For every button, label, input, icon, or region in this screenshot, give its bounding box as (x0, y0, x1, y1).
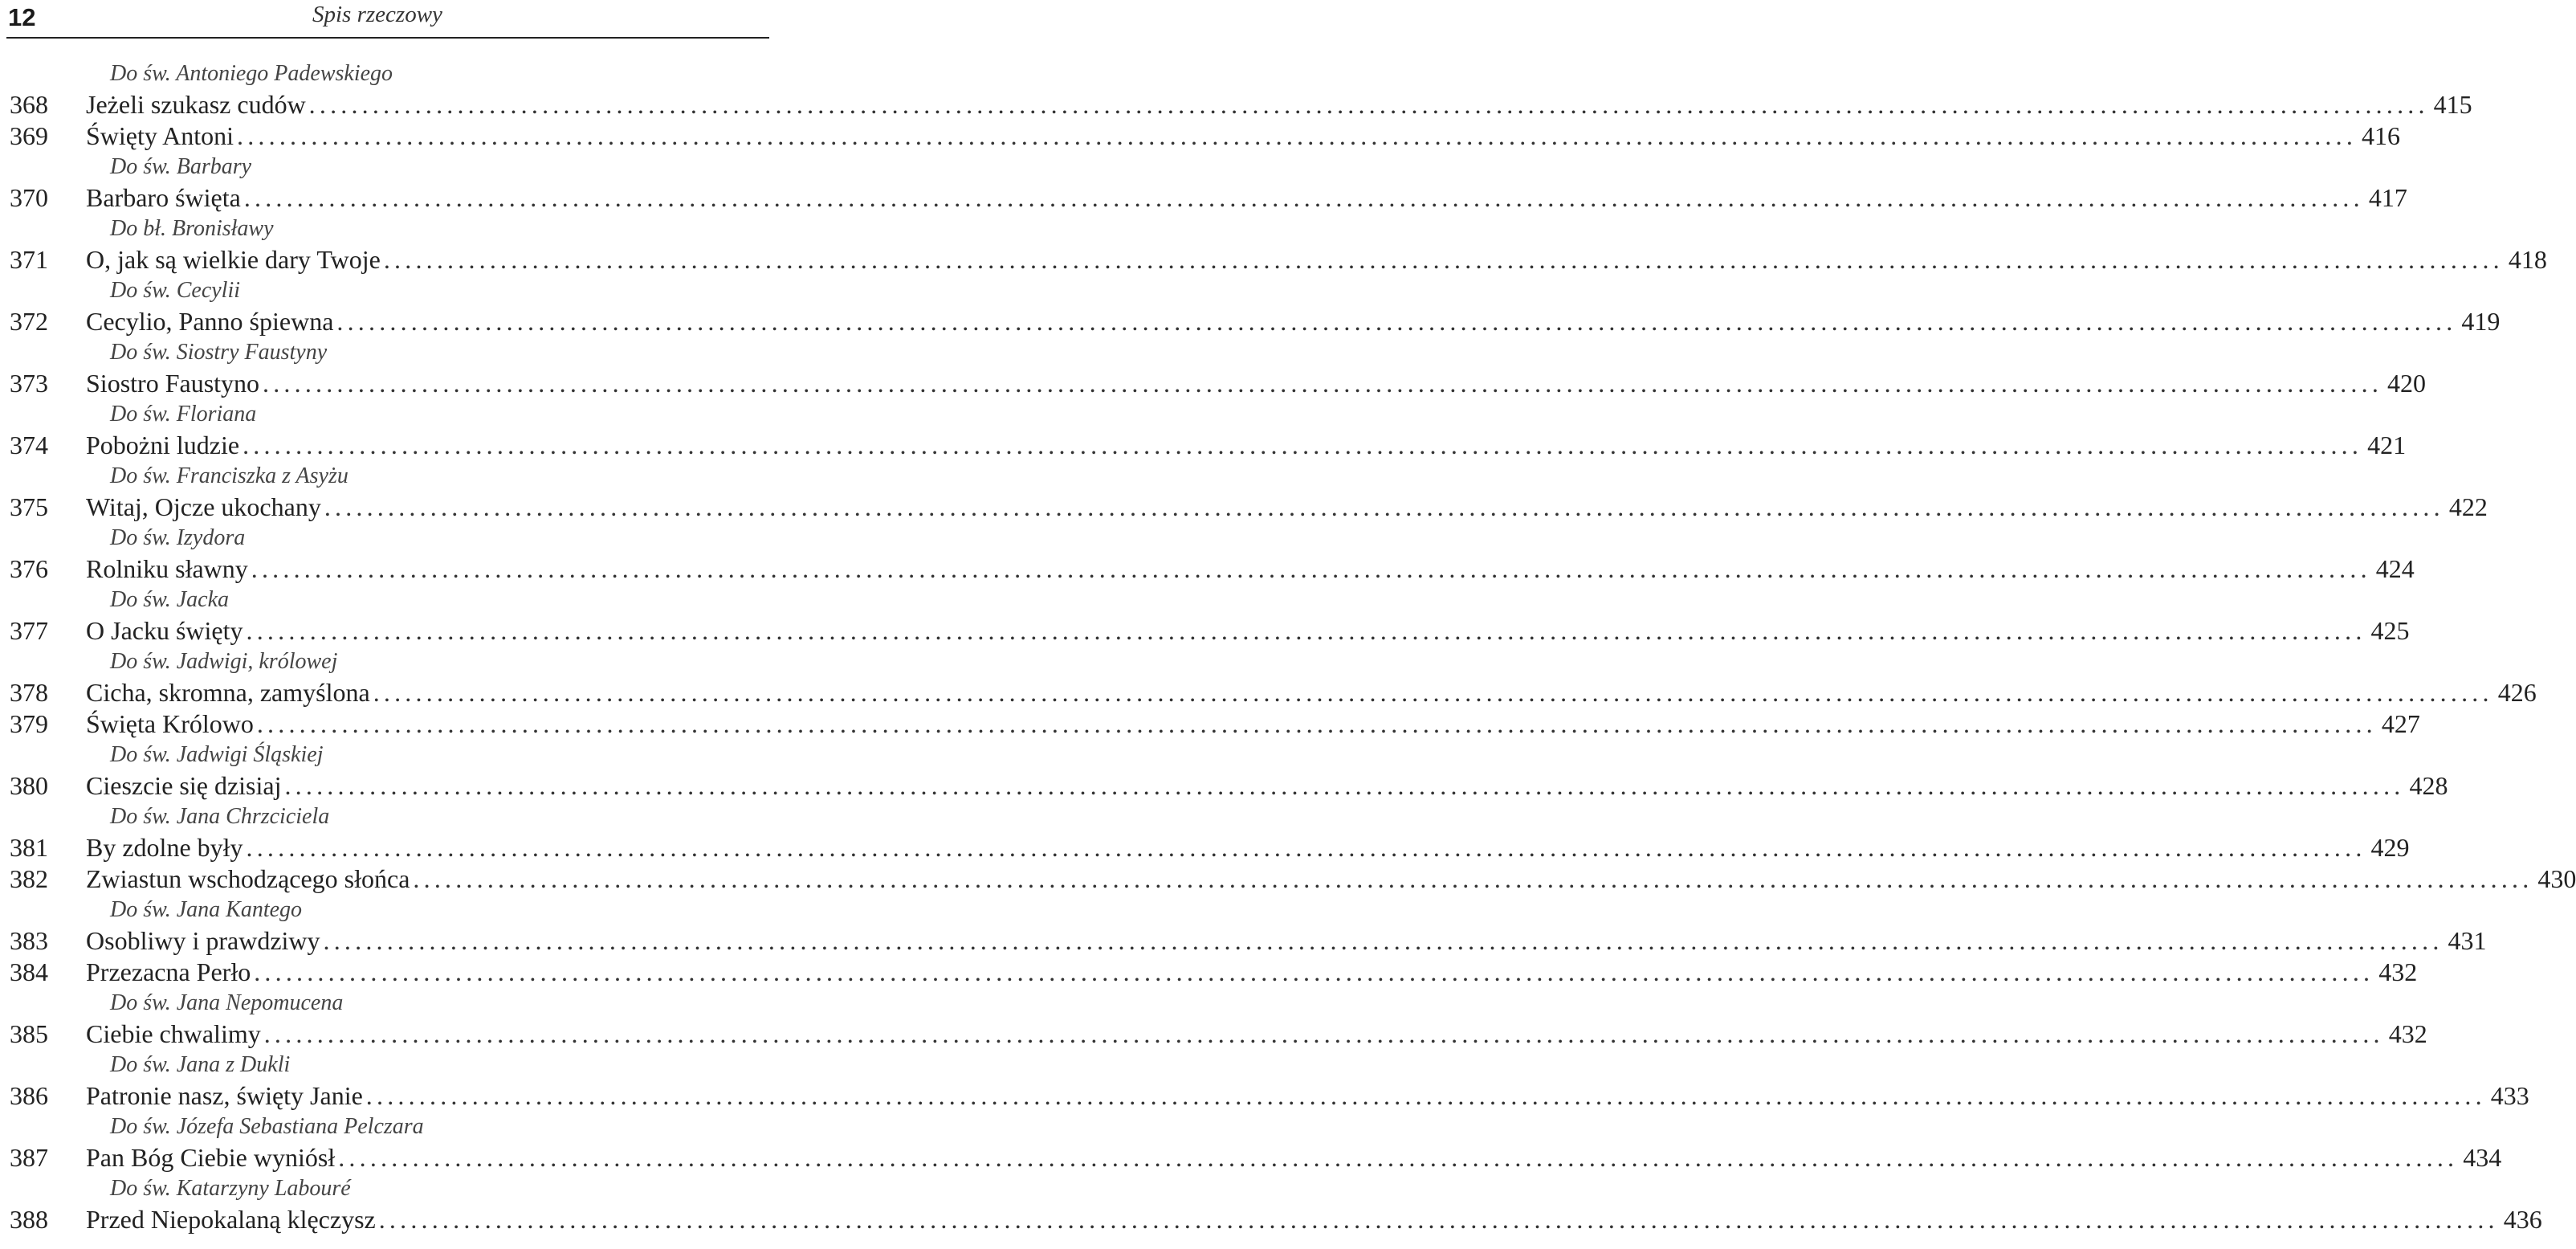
entry-number: 382 (10, 864, 48, 893)
toc-entry (0, 89, 2472, 120)
toc-section-heading (0, 214, 771, 244)
entry-number: 370 (10, 183, 48, 212)
section-label: Do św. Antoniego Padewskiego (110, 61, 393, 86)
entry-page-number: 427 (2381, 709, 2420, 738)
entry-line (86, 1142, 2502, 1173)
entry-page-number: 434 (2463, 1143, 2502, 1172)
entry-title: Cecylio, Panno śpiewna (86, 307, 334, 336)
entry-line (86, 863, 2576, 894)
toc-entry (0, 306, 2501, 337)
section-label: Do św. Jana z Dukli (110, 1052, 291, 1077)
entry-page-number: 418 (2508, 245, 2547, 274)
toc-section-heading (0, 988, 771, 1018)
entry-page-number: 416 (2362, 121, 2401, 150)
toc-section-heading (0, 276, 771, 306)
entry-page-number: 428 (2409, 771, 2448, 800)
dot-leader: ........................................................................................................................................................................................................ (378, 1205, 2499, 1234)
entry-line (86, 925, 2487, 956)
entry-number: 380 (10, 771, 48, 800)
entry-line (86, 615, 2410, 646)
entry-page-number: 421 (2367, 431, 2407, 459)
dot-leader: ........................................................................................................................................................................................................ (373, 678, 2493, 707)
section-label: Do św. Jana Chrzciciela (110, 804, 330, 829)
toc-section-heading (0, 59, 771, 89)
entry-line (86, 368, 2427, 398)
entry-title: Osobliwy i prawdziwy (86, 926, 320, 955)
toc-entry (0, 430, 2407, 461)
entry-page-number: 417 (2368, 183, 2407, 212)
entry-number: 376 (10, 554, 48, 583)
entry-title: Przed Niepokalaną klęczysz (86, 1205, 376, 1234)
entry-line (86, 430, 2407, 460)
dot-leader: ........................................................................................................................................................................................................ (324, 492, 2444, 521)
section-label: Do św. Barbary (110, 154, 252, 179)
entry-title: O, jak są wielkie dary Twoje (86, 245, 381, 274)
dot-leader: ........................................................................................................................................................................................................ (246, 616, 2366, 645)
toc-section-heading (0, 740, 771, 770)
dot-leader: ........................................................................................................................................................................................................ (413, 864, 2533, 893)
entry-number: 384 (10, 957, 48, 986)
entry-number: 387 (10, 1143, 48, 1172)
entry-number: 369 (10, 121, 48, 150)
entry-page-number: 436 (2503, 1205, 2542, 1234)
entry-title: Zwiastun wschodzącego słońca (86, 864, 410, 893)
entry-page-number: 422 (2448, 492, 2488, 521)
entry-page-number: 420 (2387, 369, 2427, 398)
entry-title: Święty Antoni (86, 121, 234, 150)
toc-section-heading (0, 647, 771, 677)
entry-title: Witaj, Ojcze ukochany (86, 492, 321, 521)
toc-section-heading (0, 337, 771, 368)
toc-entry (0, 677, 2537, 708)
entry-number: 383 (10, 926, 48, 955)
entry-page-number: 433 (2490, 1081, 2529, 1110)
entry-number: 381 (10, 833, 48, 862)
entry-number: 372 (10, 307, 48, 336)
dot-leader: ........................................................................................................................................................................................................ (323, 926, 2444, 955)
entry-number: 378 (10, 678, 48, 707)
toc-entry (0, 615, 2410, 647)
toc-entry (0, 1142, 2502, 1173)
dot-leader: ........................................................................................................................................................................................................ (338, 1143, 2459, 1172)
section-label: Do św. Jacka (110, 587, 229, 612)
entry-number: 388 (10, 1205, 48, 1234)
entry-line (86, 1204, 2542, 1235)
entry-page-number: 430 (2537, 864, 2576, 893)
toc-entry (0, 120, 2401, 152)
entry-number: 368 (10, 90, 48, 119)
entry-page-number: 419 (2461, 307, 2501, 336)
toc-section-heading (0, 1173, 771, 1204)
toc-entry (0, 1204, 2542, 1235)
section-label: Do św. Jadwigi, królowej (110, 649, 338, 674)
entry-line (86, 1080, 2529, 1111)
running-title: Spis rzeczowy (312, 2, 442, 27)
toc-entry (0, 708, 2420, 740)
toc-entry (0, 925, 2487, 957)
dot-leader: ........................................................................................................................................................................................................ (263, 1019, 2384, 1048)
table-of-contents (0, 59, 2576, 1235)
dot-leader: ........................................................................................................................................................................................................ (243, 431, 2363, 459)
toc-entry (0, 1018, 2427, 1050)
entry-number: 375 (10, 492, 48, 521)
entry-line (86, 770, 2448, 801)
toc-section-heading (0, 399, 771, 430)
dot-leader: ........................................................................................................................................................................................................ (308, 90, 2429, 119)
entry-number: 371 (10, 245, 48, 274)
dot-leader: ........................................................................................................................................................................................................ (237, 121, 2358, 150)
entry-title: Patronie nasz, święty Janie (86, 1081, 363, 1110)
toc-section-heading (0, 461, 771, 492)
entry-page-number: 432 (2378, 957, 2418, 986)
toc-section-heading (0, 152, 771, 182)
entry-number: 386 (10, 1081, 48, 1110)
section-label: Do św. Katarzyny Labouré (110, 1176, 351, 1201)
toc-section-heading (0, 802, 771, 832)
entry-title: O Jacku święty (86, 616, 243, 645)
toc-entry (0, 492, 2488, 523)
section-label: Do św. Cecylii (110, 278, 241, 303)
toc-entry (0, 832, 2410, 863)
section-label: Do św. Floriana (110, 402, 257, 427)
entry-line (86, 957, 2418, 987)
entry-title: Cieszcie się dzisiaj (86, 771, 282, 800)
dot-leader: ........................................................................................................................................................................................................ (284, 771, 2405, 800)
entry-number: 377 (10, 616, 48, 645)
page-header (6, 0, 769, 39)
toc-entry (0, 863, 2576, 895)
entry-line (86, 120, 2401, 151)
toc-section-heading (0, 585, 771, 615)
dot-leader: ........................................................................................................................................................................................................ (243, 183, 2364, 212)
entry-number: 373 (10, 369, 48, 398)
entry-line (86, 832, 2410, 863)
section-label: Do św. Jana Kantego (110, 897, 303, 922)
entry-title: Siostro Faustyno (86, 369, 260, 398)
entry-page-number: 432 (2388, 1019, 2427, 1048)
toc-entry (0, 770, 2448, 802)
entry-title: Jeżeli szukasz cudów (86, 90, 306, 119)
entry-number: 379 (10, 709, 48, 738)
toc-entry (0, 368, 2427, 399)
entry-line (86, 182, 2407, 213)
toc-entry (0, 957, 2418, 988)
entry-title: Przezacna Perło (86, 957, 251, 986)
entry-page-number: 415 (2433, 90, 2472, 119)
entry-page-number: 431 (2448, 926, 2487, 955)
entry-title: Pan Bóg Ciebie wyniósł (86, 1143, 336, 1172)
toc-entry (0, 553, 2415, 585)
entry-title: Rolniku sławny (86, 554, 248, 583)
entry-page-number: 425 (2370, 616, 2410, 645)
dot-leader: ........................................................................................................................................................................................................ (254, 957, 2374, 986)
section-label: Do św. Jana Nepomucena (110, 990, 344, 1015)
entry-page-number: 424 (2375, 554, 2415, 583)
dot-leader: ........................................................................................................................................................................................................ (246, 833, 2366, 862)
toc-section-heading (0, 1112, 771, 1142)
entry-title: By zdolne były (86, 833, 243, 862)
dot-leader: ........................................................................................................................................................................................................ (365, 1081, 2486, 1110)
entry-number: 374 (10, 431, 48, 459)
entry-line (86, 553, 2415, 584)
entry-line (86, 492, 2488, 522)
dot-leader: ........................................................................................................................................................................................................ (251, 554, 2371, 583)
page-number: 12 (8, 3, 36, 31)
section-label: Do św. Izydora (110, 525, 246, 550)
entry-title: Pobożni ludzie (86, 431, 240, 459)
entry-line (86, 1018, 2427, 1049)
entry-line (86, 244, 2547, 275)
entry-title: Święta Królowo (86, 709, 254, 738)
dot-leader: ........................................................................................................................................................................................................ (256, 709, 2377, 738)
toc-section-heading (0, 895, 771, 925)
dot-leader: ........................................................................................................................................................................................................ (336, 307, 2457, 336)
toc-entry (0, 1080, 2529, 1112)
entry-line (86, 89, 2472, 120)
entry-title: Barbaro święta (86, 183, 241, 212)
section-label: Do św. Siostry Faustyny (110, 340, 328, 365)
section-label: Do św. Józefa Sebastiana Pelczara (110, 1114, 424, 1139)
entry-title: Cicha, skromna, zamyślona (86, 678, 370, 707)
entry-page-number: 429 (2370, 833, 2410, 862)
entry-line (86, 708, 2420, 739)
entry-page-number: 426 (2497, 678, 2537, 707)
dot-leader: ........................................................................................................................................................................................................ (383, 245, 2504, 274)
toc-entry (0, 244, 2547, 276)
toc-section-heading (0, 1050, 771, 1080)
entry-line (86, 677, 2537, 708)
toc-section-heading (0, 523, 771, 553)
entry-title: Ciebie chwalimy (86, 1019, 261, 1048)
dot-leader: ........................................................................................................................................................................................................ (263, 369, 2383, 398)
entry-number: 385 (10, 1019, 48, 1048)
section-label: Do św. Franciszka z Asyżu (110, 463, 348, 488)
entry-line (86, 306, 2501, 337)
section-label: Do św. Jadwigi Śląskiej (110, 742, 324, 767)
section-label: Do bł. Bronisławy (110, 216, 274, 241)
toc-entry (0, 182, 2407, 214)
